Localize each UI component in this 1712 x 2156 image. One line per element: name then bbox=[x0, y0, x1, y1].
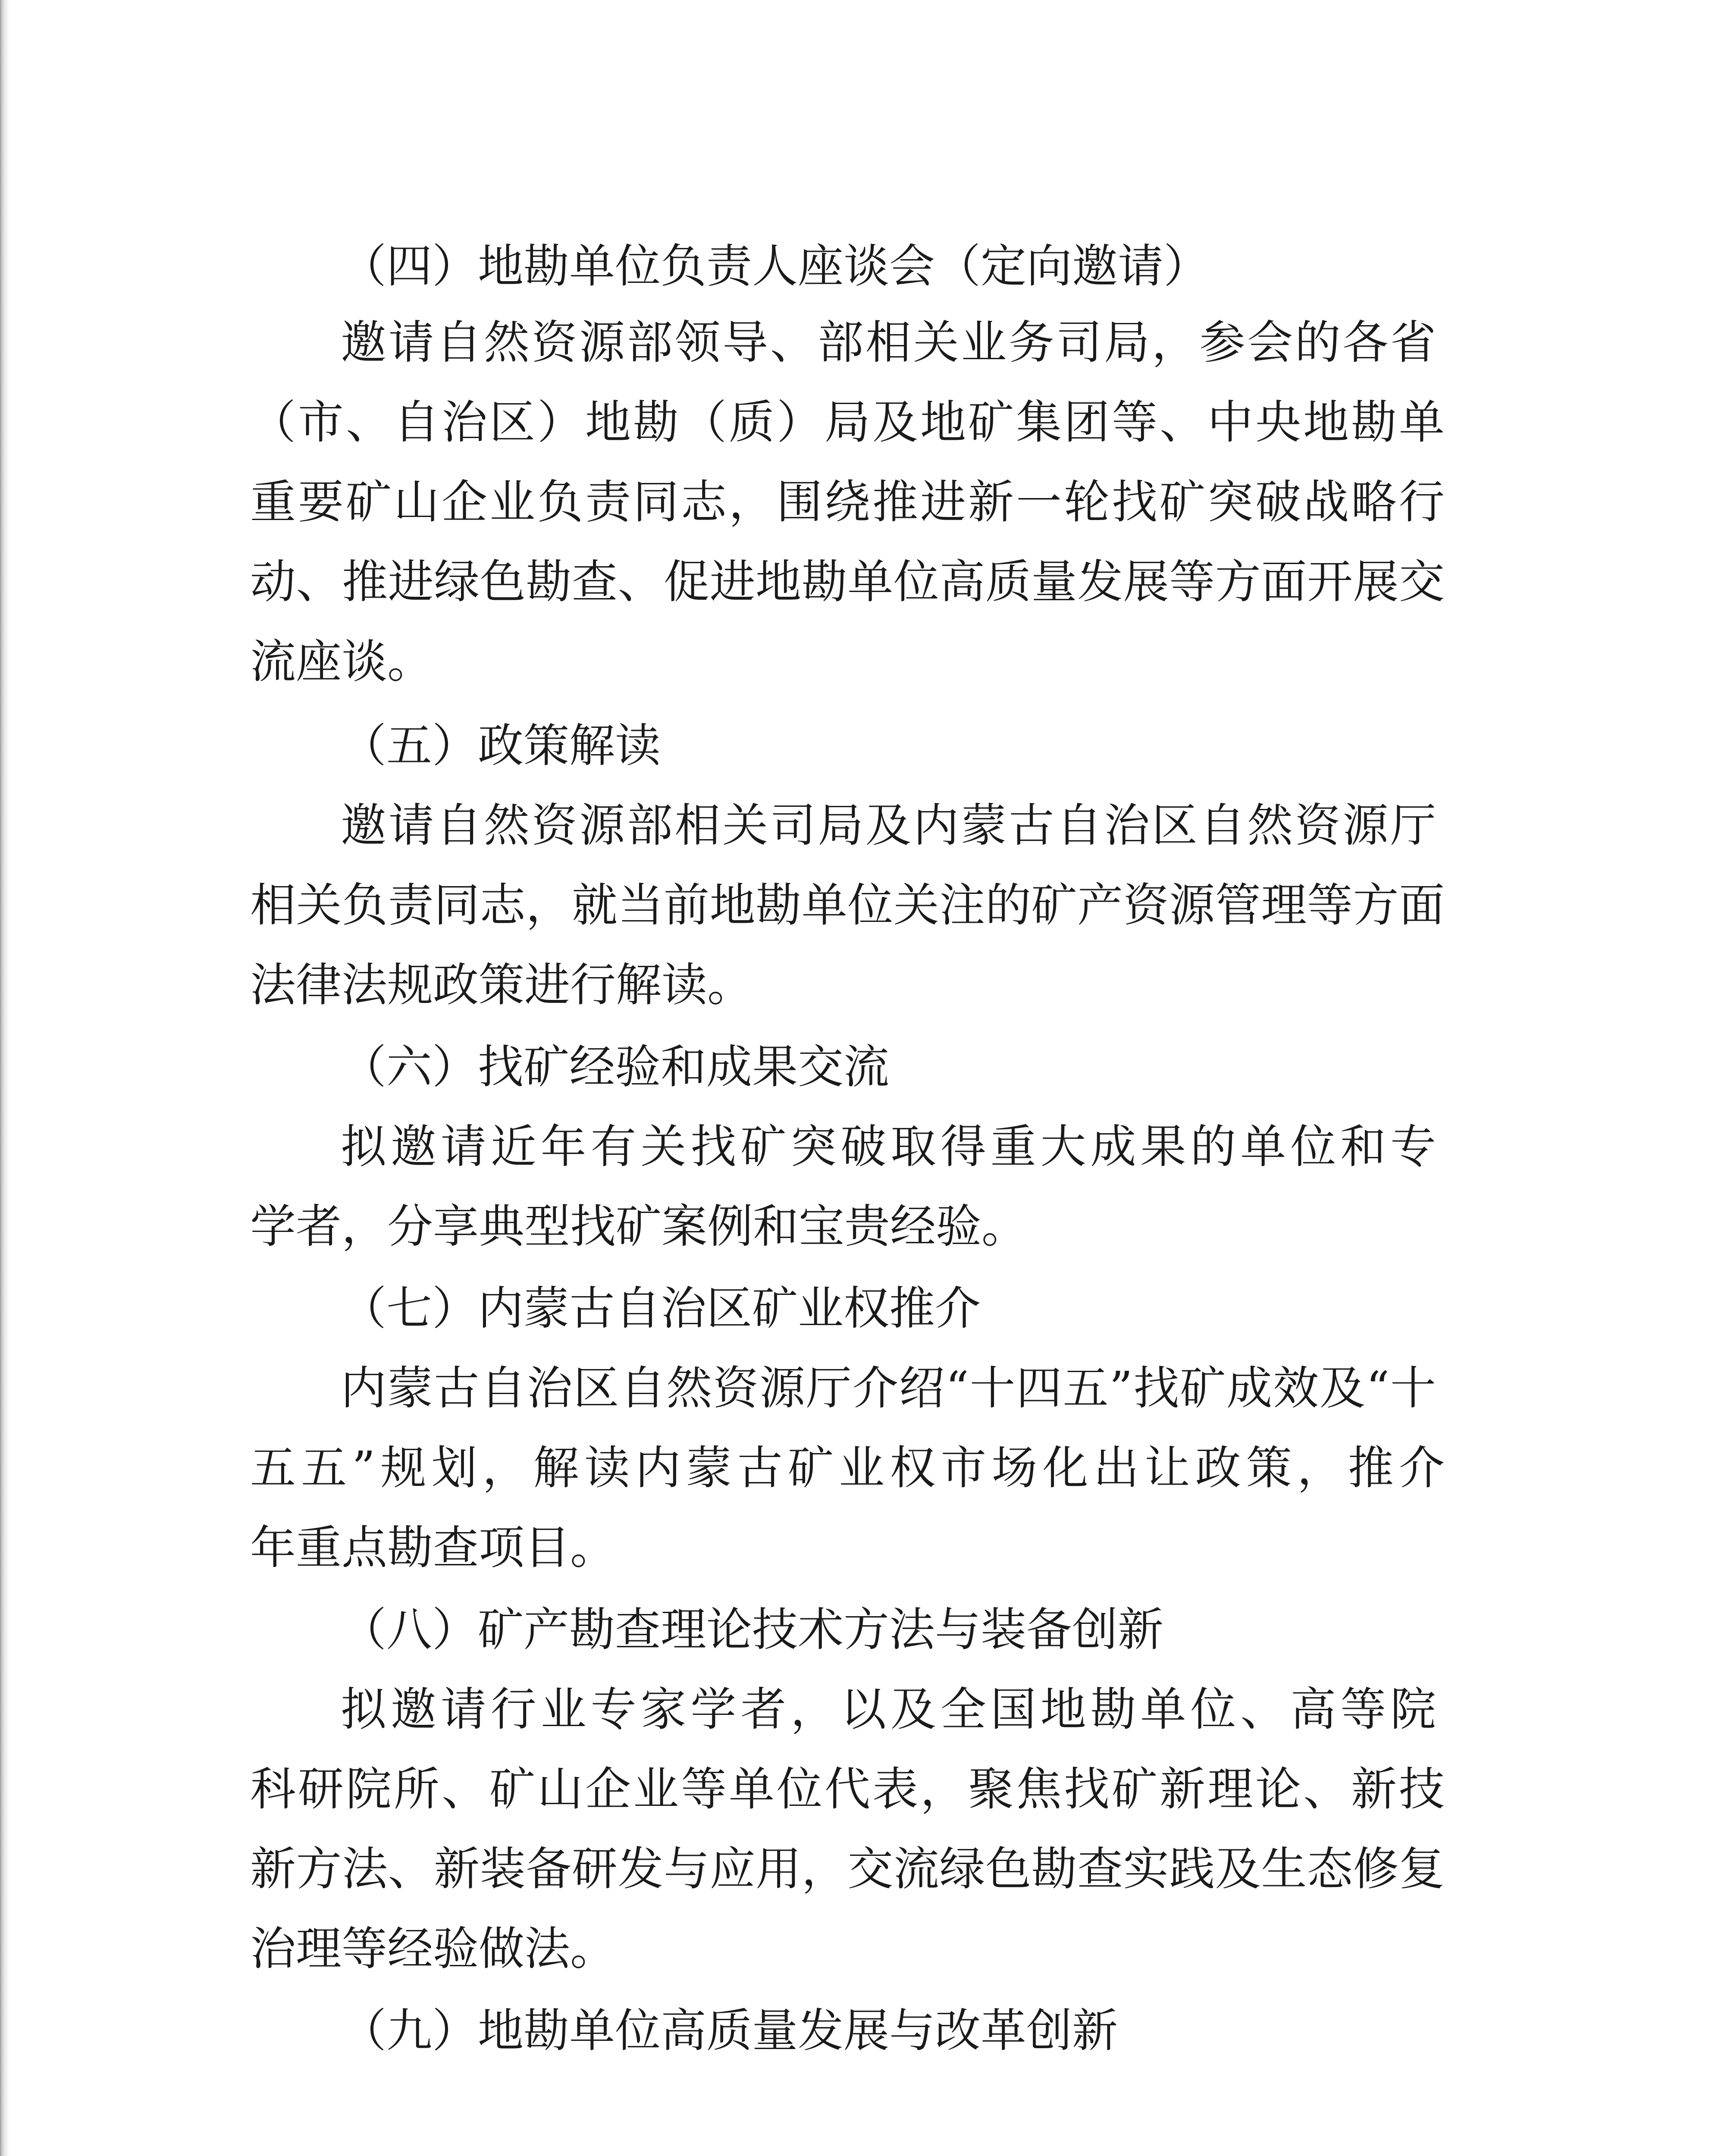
paragraph-line: 治理等经验做法。 bbox=[250, 1922, 616, 1975]
paragraph-line: 法律法规政策进行解读。 bbox=[250, 959, 753, 1012]
paragraph-line: 相关负责同志，就当前地勘单位关注的矿产资源管理等方面 bbox=[250, 879, 1445, 932]
paragraph-line: 动、推进绿色勘查、促进地勘单位高质量发展等方面开展交 bbox=[250, 555, 1445, 608]
paragraph-line: 邀请自然资源部领导、部相关业务司局，参会的各省 bbox=[341, 316, 1436, 369]
paragraph-line: 重要矿山企业负责同志，围绕推进新一轮找矿突破战略行 bbox=[250, 476, 1445, 529]
section-heading-7: （七）内蒙古自治区矿业权推介 bbox=[341, 1282, 981, 1335]
section-heading-6: （六）找矿经验和成果交流 bbox=[341, 1040, 889, 1094]
paragraph-line: 年重点勘查项目。 bbox=[250, 1521, 616, 1574]
section-heading-4: （四）地勘单位负责人座谈会（定向邀请） bbox=[341, 240, 1209, 293]
section-heading-9: （九）地勘单位高质量发展与改革创新 bbox=[341, 2004, 1118, 2057]
paragraph-line: 科研院所、矿山企业等单位代表，聚焦找矿新理论、新技 bbox=[250, 1763, 1445, 1816]
scan-edge bbox=[0, 0, 9, 2156]
section-heading-8: （八）矿产勘查理论技术方法与装备创新 bbox=[341, 1603, 1163, 1656]
paragraph-line: 拟邀请行业专家学者，以及全国地勘单位、高等院 bbox=[341, 1683, 1436, 1736]
paragraph-line: 内蒙古自治区自然资源厅介绍“十四五”找矿成效及“十 bbox=[341, 1362, 1436, 1415]
paragraph-line: 流座谈。 bbox=[250, 635, 433, 688]
paragraph-line: 邀请自然资源部相关司局及内蒙古自治区自然资源厅 bbox=[341, 799, 1436, 852]
section-heading-5: （五）政策解读 bbox=[341, 719, 661, 772]
paragraph-line: 五五”规划，解读内蒙古矿业权市场化出让政策，推介 bbox=[250, 1442, 1445, 1495]
paragraph-line: 新方法、新装备研发与应用，交流绿色勘查实践及生态修复 bbox=[250, 1843, 1445, 1896]
paragraph-line: （市、自治区）地勘（质）局及地矿集团等、中央地勘单 bbox=[250, 396, 1445, 449]
paragraph-line: 学者，分享典型找矿案例和宝贵经验。 bbox=[250, 1200, 1027, 1253]
paragraph-line: 拟邀请近年有关找矿突破取得重大成果的单位和专 bbox=[341, 1120, 1436, 1173]
